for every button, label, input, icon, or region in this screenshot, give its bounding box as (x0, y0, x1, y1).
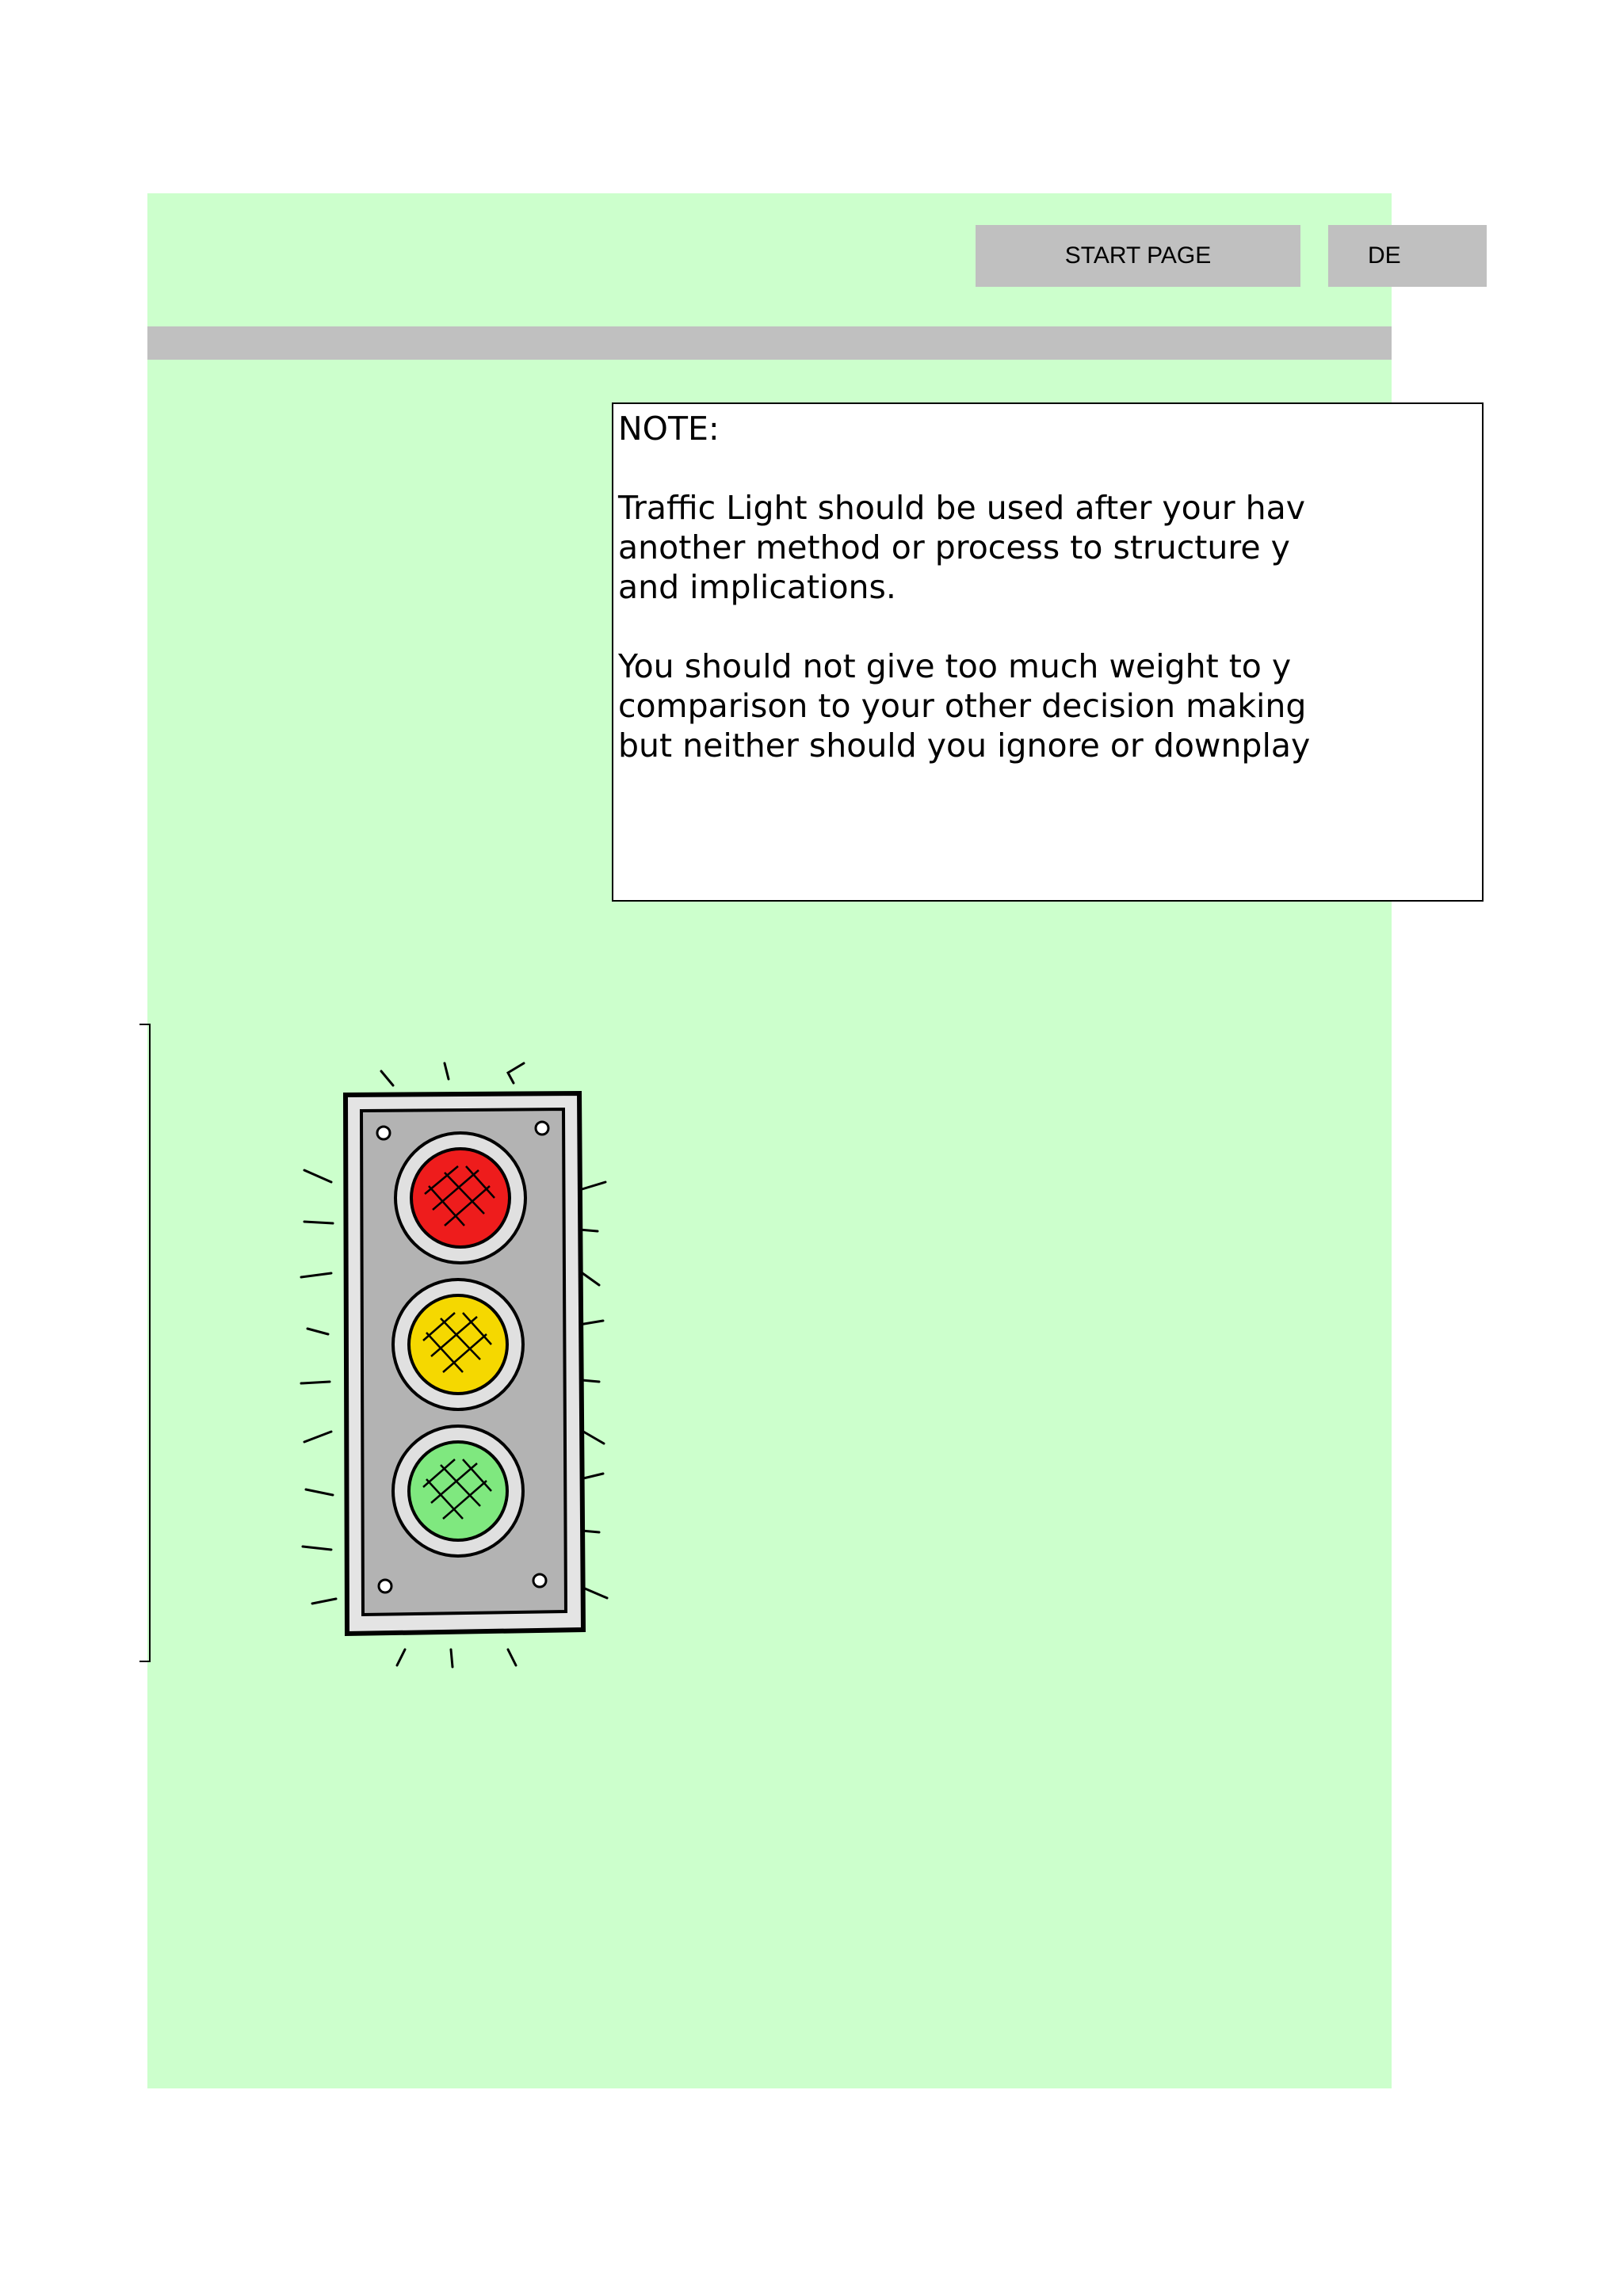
note-line: another method or process to structure y (618, 528, 1290, 566)
red-light (395, 1133, 525, 1263)
note-line: You should not give too much weight to y (618, 647, 1292, 685)
note-line: comparison to your other decision making (618, 687, 1307, 725)
note-heading: NOTE: (618, 410, 720, 448)
note-line: but neither should you ignore or downplay (618, 727, 1311, 765)
start-page-button[interactable]: START PAGE (976, 225, 1300, 287)
note-line: and implications. (618, 568, 896, 606)
note-textbox[interactable] (612, 402, 1484, 902)
traffic-light-icon[interactable] (282, 1039, 631, 1642)
green-light (393, 1426, 523, 1556)
worksheet-canvas (147, 193, 1401, 2088)
amber-light (393, 1280, 523, 1409)
header-divider-bar (147, 326, 1392, 360)
note-line: Traffic Light should be used after your hav (618, 489, 1305, 527)
group-bracket (139, 1024, 151, 1662)
next-page-button[interactable]: DE (1328, 225, 1487, 287)
